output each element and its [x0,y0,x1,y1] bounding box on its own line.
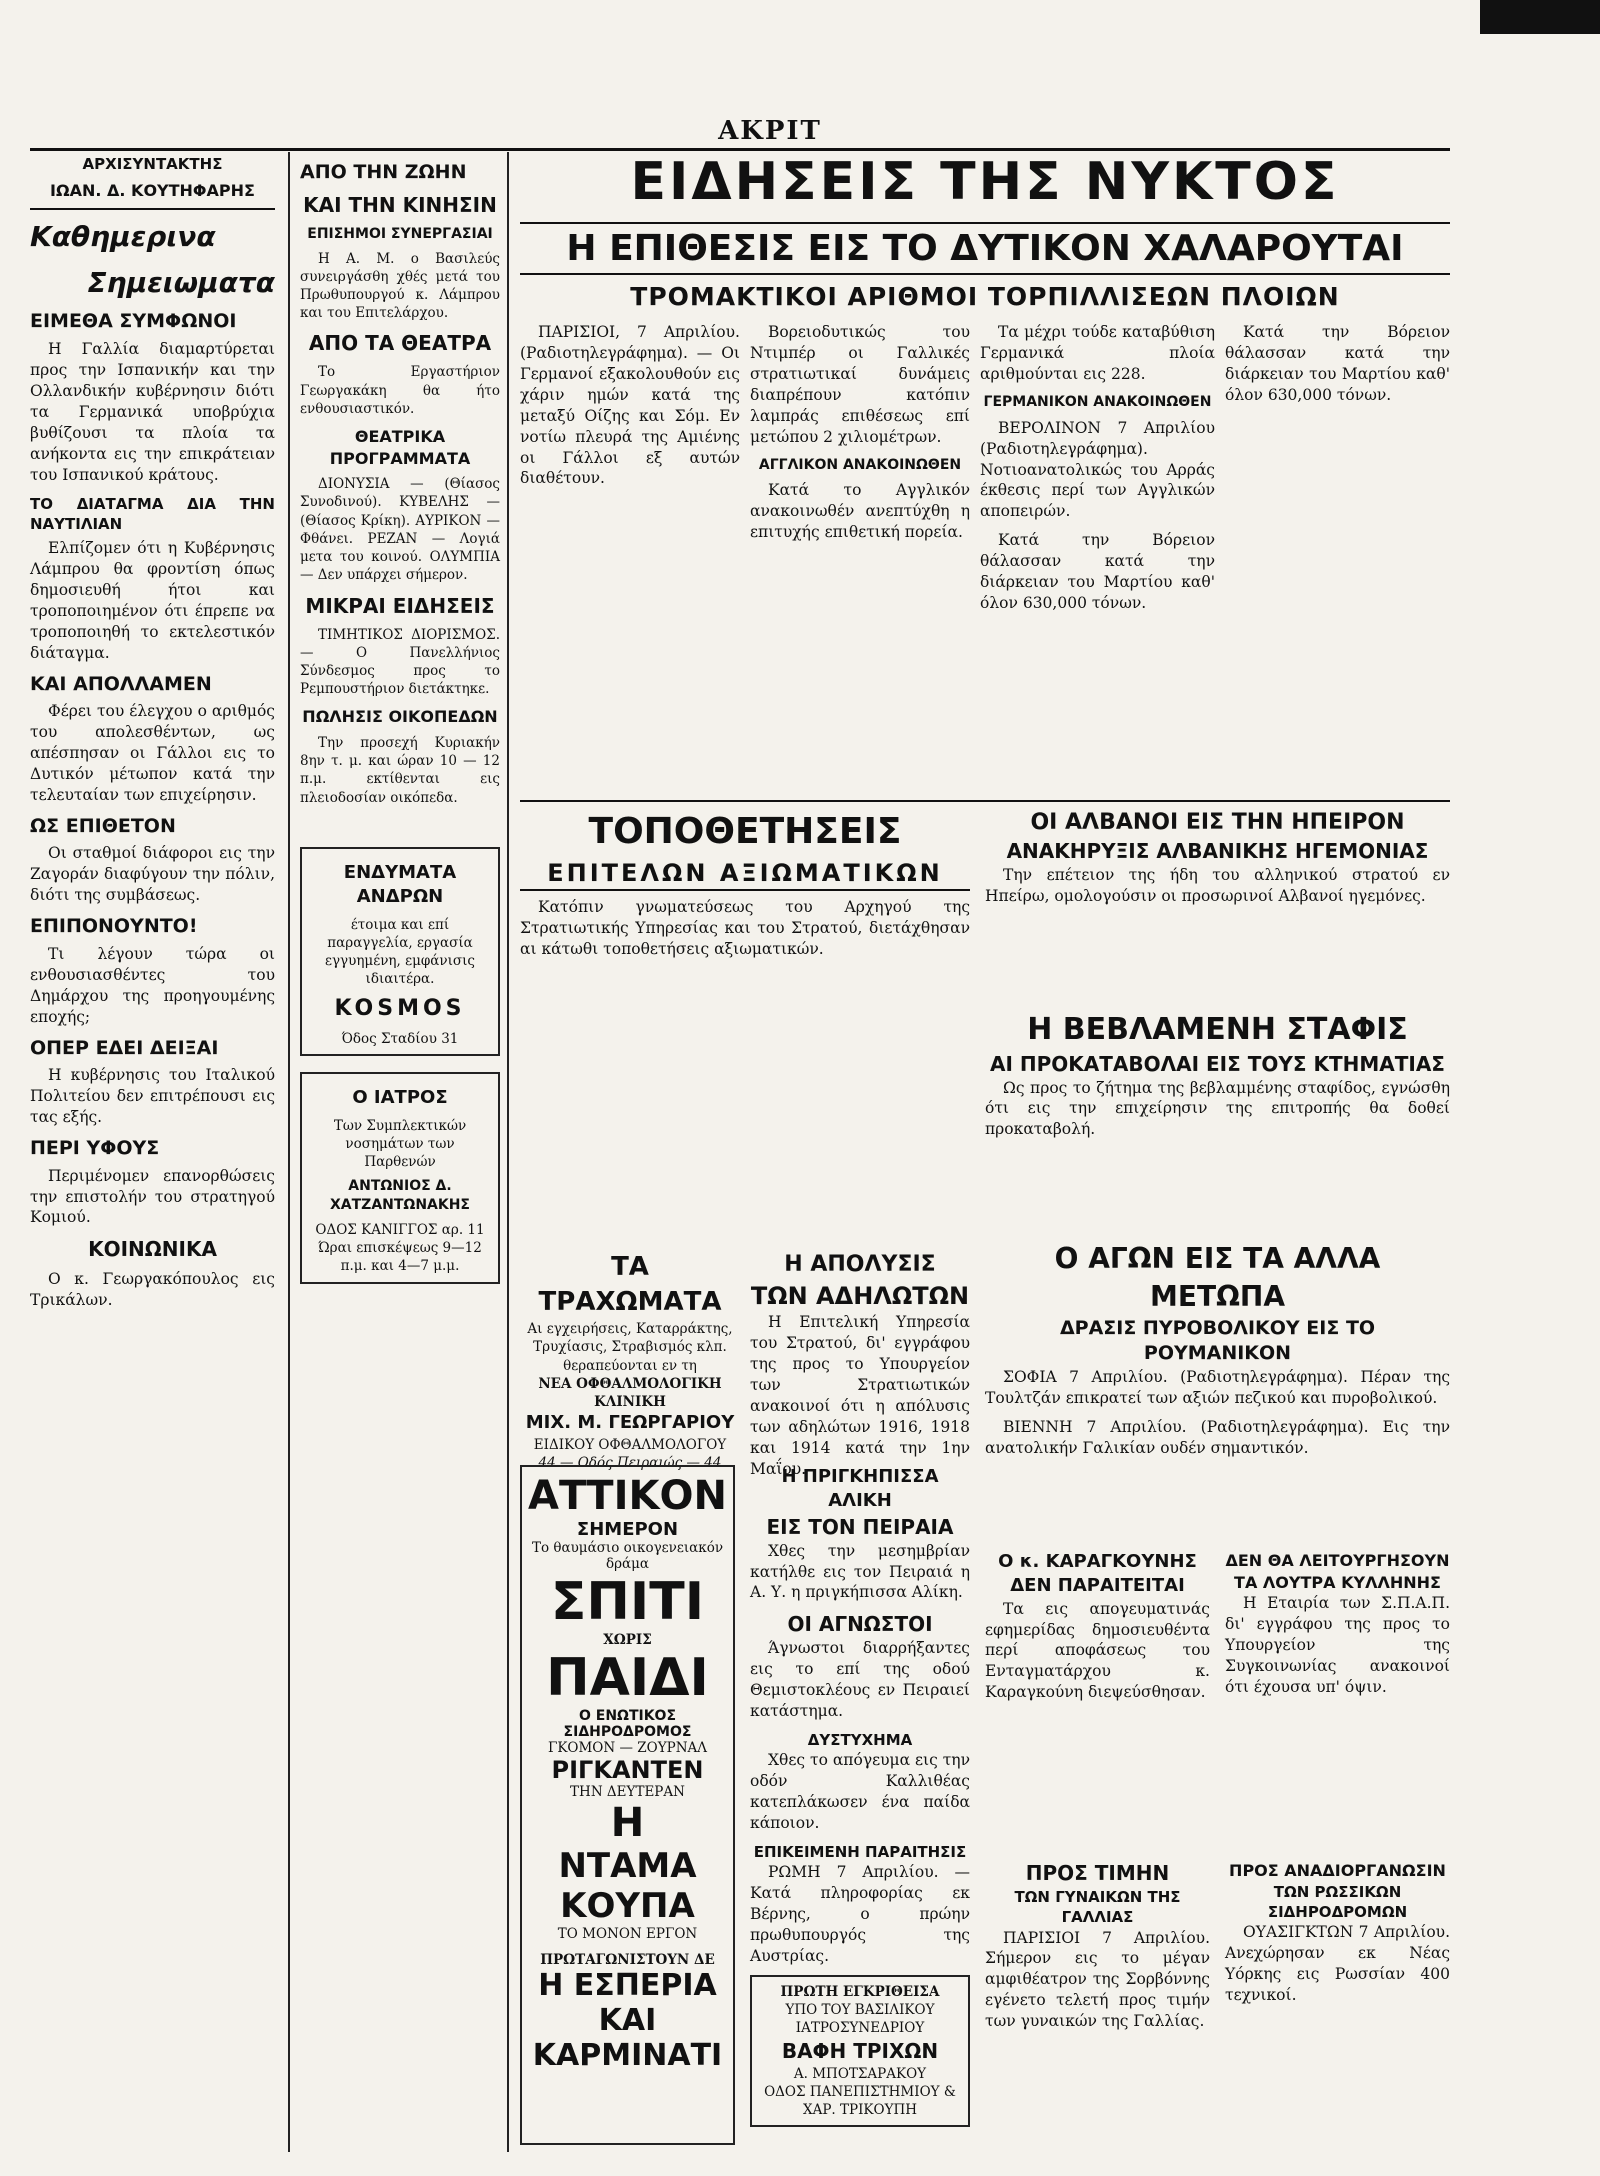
ad-attikon-choris: ΧΩΡΙΣ [603,1632,652,1648]
editor-name: ΙΩΑΝ. Δ. ΚΟΥΤΗΦΑΡΗΣ [50,181,255,201]
ad-trachoma-specialty: ΕΙΔΙΚΟΥ ΟΦΘΑΛΜΟΛΟΓΟΥ [533,1436,727,1453]
ad-attikon-ntama: ΝΤΑΜΑ ΚΟΥΠΑ [558,1846,697,1926]
ad-attikon-esperia: Η ΕΣΠΕΡΙΑ [538,1968,717,2003]
heading-honour: ΠΡΟΣ ΤΙΜΗΝ [1025,1861,1170,1885]
heading-decree: ΤΟ ΔΙΑΤΑΓΜΑ ΔΙΑ ΤΗΝ ΝΑΥΤΙΛΙΑΝ [30,494,275,533]
text-railways: ΟΥΑΣΙΓΚΤΩΝ 7 Απριλίου. Ανεχώρησαν εκ Νέας Υόρκης εις Ρωσσίαν 400 τεχνικοί. [1225,1923,1450,2004]
text-programs: ΔΙΟΝΥΣΙΑ — (Θίασος Συνοδινού). ΚΥΒΕΛΗΣ — (Θίασος Κρίκη). ΑΥΡΙΚΟΝ — Φθάνει. ΡΕΖΑΝ — Λογιά μετα του κοινού. ΟΛΥΜΠΙΑ — Δεν υπάρχει σήμερον. [300,476,500,584]
text-karagounis: Τα εις απογευματινάς εφημερίδας δημοσιευθέντα περί αποφάσεως του Ενταγματάρχου κ. Καραγκούνη διεψεύσθησαν. [985,1599,1210,1702]
heading-theatres: ΑΠΟ ΤΑ ΘΕΑΤΡΑ [308,331,492,356]
ad-attikon-karminati: ΚΑΙ ΚΑΡΜΙΝΑΤΙ [532,2003,723,2073]
ad-attikon-rigkanten: ΡΙΓΚΑΝΤΕΝ [551,1756,704,1784]
article-placements [520,808,970,1248]
mid-rule [520,800,1450,802]
text-accident: Χθες το απόγευμα εις την οδόν Καλλιθέας κατεπλάκωσεν ένα παίδα κάποιον. [750,1751,971,1833]
ad-attikon-starring: ΠΡΩΤΑΓΩΝΙΣΤΟΥΝ ΔΕ [540,1952,715,1968]
heading-programs: ΘΕΑΤΡΙΚΑ ΠΡΟΓΡΑΜΜΑΤΑ [329,427,471,468]
heading-agree: ΕΙΜΕΘΑ ΣΥΜΦΩΝΟΙ [30,310,237,333]
text-princess: Χθες την μεσημβρίαν κατήλθε εις τον Πειραιά η Α. Υ. η πριγκήπισσα Αλίκη. [750,1541,970,1602]
ad-hair-title: ΒΑΦΗ ΤΡΙΧΩΝ [781,2038,939,2063]
ad-attikon-spiti: ΣΠΙΤΙ [550,1572,705,1632]
heading-not-resign: ΔΕΝ ΠΑΡΑΙΤΕΙΤΑΙ [1010,1575,1185,1597]
article-women [985,1860,1210,2150]
column-editorial [30,152,275,2152]
text-albanians: Την επέτειον της ήδη του αλληνικού στρατού εν Ηπείρω, ομολογούσιν οι προσωρινοί Αλβανοί ηγεμόνες. [985,865,1450,905]
article-discharge [750,1250,970,1478]
column-life [300,152,500,2152]
ad-doctor-address: ΟΔΟΣ ΚΑΝΙΓΓΟΣ αρ. 11 [315,1222,485,1239]
heading-karagounis: Ο κ. ΚΑΡΑΓΚΟΥΝΗΣ [998,1551,1197,1572]
heading-german-report: ΓΕΡΜΑΝΙΚΟΝ ΑΝΑΚΟΙΝΩΘΕΝ [983,393,1212,410]
heading-yfos: ΠΕΡΙ ΥΦΟΥΣ [30,1136,160,1159]
heading-kyllini: ΤΑ ΛΟΥΤΡΑ ΚΥΛΛΗΝΗΣ [1234,1572,1441,1592]
heading-official: ΕΠΙΣΗΜΟΙ ΣΥΝΕΡΓΑΣΙΑΙ [307,225,493,242]
masthead-rule [30,148,1450,151]
text-vienna: ΒΙΕΝΝΗ 7 Απριλίου. (Ραδιοτηλεγράφημα). Εις την ανατολικήν Γαλικίαν ουδέν σημαντικόν. [985,1417,1450,1457]
ad-attikon-journal: ΓΚΟΜΟΝ — ΖΟΥΡΝΑΛ [547,1740,708,1756]
ad-attikon-only: ΤΟ ΜΟΝΟΝ ΕΡΓΟΝ [557,1926,698,1942]
ad-hair-brand: Α. ΜΠΟΤΣΑΡΑΚΟΥ [793,2065,927,2082]
text-resignation: ΡΩΜΗ 7 Απριλίου. — Κατά πληροφορίας εκ Βέρνης, ο πρώην πρωθυπουργός της Αυστρίας. [750,1863,970,1965]
text-epiponounto: Τι λέγουν τώρα οι ενθουσιασθέντες του Δημάρχου της προηγουμένης εποχής; [30,944,275,1026]
column-divider-2 [507,152,509,2152]
text-placements: Κατόπιν γνωματεύσεως του Αρχηγού της Στρατιωτικής Υπηρεσίας και του Στρατού, διετάχθησαν αι κάτωθι τοποθετήσεις αξιωματικών. [520,897,970,958]
article-ships [1225,322,1450,792]
ad-attikon [520,1465,735,2145]
text-decree: Ελπίζομεν ότι η Κυβέρνησις Λάμπρου θα φροντίση όπως δημοσιευθή ήτοι και τροποποιημένον ότι έπρεπε να τροποποιηθή το εκτελεστικόν διάταγμα. [30,539,275,662]
text-agree: Η Γαλλία διαμαρτύρεται προς την Ισπανικήν και την Ολλανδικήν κυβέρνησιν διότι τα Γερμανικά υποβρύχια βυθίζουσι τα πλοία τα ανήκοντα εις την επικράτειαν του Ισπανικού κράτους. [30,340,275,484]
headline-night-news: ΕΙΔΗΣΕΙΣ ΤΗΣ ΝΥΚΤΟΣ [630,152,1340,212]
article-albanians [985,808,1450,1008]
heading-reorganization: ΠΡΟΣ ΑΝΑΔΙΟΡΓΑΝΩΣΙΝ [1229,1861,1446,1880]
ad-trachoma-title: ΤΑ ΤΡΑΧΩΜΑΤΑ [538,1252,722,1318]
heading-epitheton: ΩΣ ΕΠΙΘΕΤΟΝ [30,814,176,837]
ad-doctor [300,1072,500,1283]
heading-undeclared: ΤΩΝ ΑΔΗΛΩΤΩΝ [750,1281,970,1310]
heading-oper: ΟΠΕΡ ΕΔΕΙ ΔΕΙΞΑΙ [30,1036,219,1059]
ad-kosmos: KOSMOS [334,996,466,1022]
ad-attikon-desc: Το θαυμάσιο οικογενειακόν δράμα [531,1540,724,1572]
ad-clothing-title: ΕΝΔΥΜΑΤΑ ΑΝΔΡΩΝ [343,861,457,908]
ad-attikon-title: ΑΤΤΙΚΟΝ [528,1473,727,1519]
ad-hair-approved: ΥΠΟ ΤΟΥ ΒΑΣΙΛΙΚΟΥ ΙΑΤΡΟΣΥΝΕΔΡΙΟΥ [785,2002,935,2037]
ad-hair-address: ΟΔΟΣ ΠΑΝΕΠΙΣΤΗΜΙΟΥ & ΧΑΡ. ΤΡΙΚΟΥΠΗ [764,2083,956,2118]
heading-raisins: Η ΒΕΒΛΑΜΕΝΗ ΣΤΑΦΙΣ [1027,1012,1408,1047]
column-divider-1 [288,152,290,2152]
article-dimper [750,322,970,792]
ad-hair-dye [750,1975,970,2127]
ad-trachoma-address: 44 — Οδός Πειραιώς — 44 [538,1454,722,1471]
heading-accident: ΔΥΣΤΥΧΗΜΑ [807,1731,913,1750]
text-social: Ο κ. Γεωργακόπουλος εις Τρικάλων. [30,1270,275,1310]
heading-resignation: ΕΠΙΚΕΙΜΕΝΗ ΠΑΡΑΙΤΗΣΙΣ [753,1842,967,1861]
article-railways [1225,1860,1450,2150]
article-raisins [985,1010,1450,1230]
heading-discharge: Η ΑΠΟΛΥΣΙΣ [784,1252,936,1277]
text-epitheton: Οι σταθμοί διάφοροι εις την Ζαγοράν διαφύγουν την πόλιν, διότι της συμβάσεως. [30,844,275,905]
masthead-title: ΑΚΡΙΤ [718,116,822,146]
ad-attikon-i: Η [610,1800,645,1846]
heading-albanians: ΟΙ ΑΛΒΑΝΟΙ ΕΙΣ ΤΗΝ ΗΠΕΙΡΟΝ [1030,810,1405,835]
text-paris: ΠΑΡΙΣΙΟΙ, 7 Απριλίου. (Ραδιοτηλεγράφημα). — Οι Γερμανοί εξακολουθούν εις χάριν ημών κατά της μεταξύ Οίζης και Σόμ. Εν νοτίω πλευρά της Αμιένης οι Γάλλοι εξ αυτών διαθέτουν. [520,323,740,488]
text-oper: Η κυβέρνησις του Ιταλικού Πολιτείου δεν επιτρέπουσι εις τας εξής. [30,1066,275,1127]
article-karagounis [985,1550,1210,1850]
top-black-bar [1480,0,1600,34]
text-dimper: Βορειοδυτικώς του Ντιμπέρ οι Γαλλικές στρατιωτικαί δυνάμεις διαπρέπουν κατόπιν λαμπράς επιθέσεως επί μετώπου 2 χιλιομέτρων. [750,323,970,446]
ad-attikon-paidi: ΠΑΙΔΙ [546,1648,709,1708]
heading-french-women: ΤΩΝ ΓΥΝΑΙΚΩΝ ΤΗΣ ΓΑΛΛΙΑΣ [1014,1888,1181,1927]
text-baths: Η Εταιρία των Σ.Π.Α.Π. δι' εγγράφου της προς το Υπουργείον της Συγκοινωνίας ανακοινοί ότι έχουσα υπ' όψιν. [1225,1594,1450,1696]
article-german [980,322,1215,792]
ad-doctor-name: ΑΝΤΩΝΙΟΣ Δ. ΧΑΤΖΑΝΤΩΝΑΚΗΣ [329,1178,470,1214]
heading-albanian-principality: ΑΝΑΚΗΡΥΞΙΣ ΑΛΒΑΝΙΚΗΣ ΗΓΕΜΟΝΙΑΣ [1006,838,1429,863]
ad-attikon-railway: Ο ΕΝΩΤΙΚΟΣ ΣΙΔΗΡΟΔΡΟΜΟΣ [563,1708,692,1740]
heading-unknowns: ΟΙ ΑΓΝΩΣΤΟΙ [787,1612,933,1637]
text-unknowns: Άγνωστοι διαρρήξαντες εις το επί της οδού Θεμιστοκλέους εν Πειραιεί κατάστημα. [750,1639,970,1721]
headline-torpedo: ΤΡΟΜΑΚΤΙΚΟΙ ΑΡΙΘΜΟΙ ΤΟΡΠΙΛΛΙΣΕΩΝ ΠΛΟΙΩΝ [630,282,1340,311]
heading-epiponounto: ΕΠΙΠΟΝΟΥΝΤΟ! [30,915,198,938]
text-official: Η Α. Μ. ο Βασιλεύς συνειργάσθη χθές μετά του Πρωθυπουργού κ. Λάμπρου και του Επιτελάρχου. [300,250,500,322]
text-german-report: ΒΕΡΟΛΙΝΟΝ 7 Απριλίου (Ραδιοτηλεγράφημα). Νοτιοανατολικώς του Αρράς έκθεσις περί των Αγγλικών αποπειρών. [980,418,1215,521]
heading-social: ΚΟΙΝΩΝΙΚΑ [88,1237,217,1262]
rubric-daily: Καθημερινα [30,219,216,253]
heading-english-report: ΑΓΓΛΙΚΟΝ ΑΝΑΚΟΙΝΩΘΕΝ [758,456,962,473]
heading-russian-railways: ΤΩΝ ΡΩΣΣΙΚΩΝ ΣΙΔΗΡΟΔΡΟΜΩΝ [1267,1882,1408,1921]
ad-attikon-today: ΣΗΜΕΡΟΝ [576,1519,679,1540]
heading-plots: ΠΩΛΗΣΙΣ ΟΙΚΟΠΕΔΩΝ [302,707,498,727]
heading-other-fronts: Ο ΑΓΩΝ ΕΙΣ ΤΑ ΑΛΛΑ ΜΕΤΩΠΑ [1054,1242,1381,1313]
ad-doctor-title: Ο ΙΑΤΡΟΣ [352,1087,448,1109]
ad-trachoma-clinic: ΝΕΑ ΟΦΘΑΛΜΟΛΟΓΙΚΗ ΚΛΙΝΙΚΗ [538,1375,722,1411]
heading-placements: ΤΟΠΟΘΕΤΗΣΕΙΣ [588,811,902,852]
column-misc [750,1465,970,2145]
text-small-news: ΤΙΜΗΤΙΚΟΣ ΔΙΟΡΙΣΜΟΣ. — Ο Πανελλήνιος Σύνδεσμος προς το Ρεμπουστήριον διετάκτηκε. [300,626,500,698]
text-yfos: Περιμένομεν επανορθώσεις την επιστολήν του στρατηγού Κομιού. [30,1166,275,1227]
ad-doctor-hours: Ώραι επισκέψεως 9—12 π.μ. και 4—7 μ.μ. [318,1240,482,1275]
ad-clothing [300,847,500,1056]
heading-staff-officers: ΕΠΙΤΕΛΩΝ ΑΞΙΩΜΑΤΙΚΩΝ [520,857,970,891]
article-paris [520,322,740,792]
text-north-sea: Κατά την Βόρειον θάλασσαν κατά την διάρκειαν του Μαρτίου καθ' όλον 630,000 τόνων. [980,531,1215,613]
article-baths [1225,1550,1450,1850]
text-sunk: Τα μέχρι τούδε καταβύθιση Γερμανικά πλοία αριθμούνται εις 228. [980,323,1215,383]
heading-small-news: ΜΙΚΡΑΙ ΕΙΔΗΣΕΙΣ [305,593,495,618]
ad-doctor-spec: Των Συμπλεκτικών νοσημάτων των Παρθενών [333,1117,467,1171]
heading-from-life: ΑΠΟ ΤΗΝ ΖΩΗΝ [300,161,467,183]
rubric-notes: Σημειωματα [87,265,275,299]
text-english-report: Κατά το Αγγλικόν ανακοινωθέν ανεπτύχθη η επιτυχής επιθετική πορεία. [750,481,970,542]
text-lost: Φέρει του έλεγχου ο αριθμός του απολεσθέντων, ως απέσπησαν οι Γάλλοι εις το Δυτικόν μέτωπον κατά την τελευταίαν των επιχείρησιν. [30,702,275,804]
ad-hair-first: ΠΡΩΤΗ ΕΓΚΡΙΘΕΙΣΑ [780,1983,940,2000]
text-plots: Την προσεχή Κυριακήν 8ην τ. μ. και ώραν 10 — 12 π.μ. εκτίθενται εις πλειοδοσίαν οικόπεδα. [300,735,500,806]
heading-artillery: ΔΡΑΣΙΣ ΠΥΡΟΒΟΛΙΚΟΥ ΕΙΣ ΤΟ ΡΟΥΜΑΝΙΚΟΝ [1059,1316,1376,1365]
headline-attack: Η ΕΠΙΘΕΣΙΣ ΕΙΣ ΤΟ ΔΥΤΙΚΟΝ ΧΑΛΑΡΟΥΤΑΙ [520,222,1450,275]
heading-baths-closed: ΔΕΝ ΘΑ ΛΕΙΤΟΥΡΓΗΣΟΥΝ [1225,1551,1450,1570]
heading-piraeus: ΕΙΣ ΤΟΝ ΠΕΙΡΑΙΑ [766,1514,954,1539]
text-discharge: Η Επιτελική Υπηρεσία του Στρατού, δι' εγγράφου της προς το Υπουργείον των Στρατιωτικών ανακοινοί ότι η απόλυσις των αδηλώτων 1916, 1918 και 1914 κατά την 1ην Μαΐου. [750,1313,970,1478]
ad-trachoma-text: Αι εγχειρήσεις, Καταρράκτης, Τρυχίασις, Στραβισμός κλπ. θεραπεύονται εν τη [527,1321,733,1374]
ad-kosmos-address: Όδος Σταδίου 31 [341,1031,459,1048]
text-ships: Κατά την Βόρειον θάλασσαν κατά την διάρκειαν του Μαρτίου καθ' όλον 630,000 τόνων. [1225,323,1450,404]
article-other-fronts [985,1240,1450,1540]
heading-lost: ΚΑΙ ΑΠΟΛΛΑΜΕΝ [30,672,212,695]
ad-trachoma-doctor: ΜΙΧ. Μ. ΓΕΩΡΓΑΡΙΟΥ [525,1412,735,1434]
ad-attikon-monday: ΤΗΝ ΔΕΥΤΕΡΑΝ [570,1784,685,1800]
editor-label: ΑΡΧΙΣΥΝΤΑΚΤΗΣ [82,155,223,173]
heading-advances: ΑΙ ΠΡΟΚΑΤΑΒΟΛΑΙ ΕΙΣ ΤΟΥΣ ΚΤΗΜΑΤΙΑΣ [990,1051,1445,1076]
ad-trachoma [520,1250,740,1471]
heading-movement: ΚΑΙ ΤΗΝ ΚΙΝΗΣΙΝ [303,192,497,217]
heading-princess: Η ΠΡΙΓΚΗΠΙΣΣΑ ΑΛΙΚΗ [781,1466,939,1512]
text-women: ΠΑΡΙΣΙΟΙ 7 Απριλίου. Σήμερον εις το μέγαν αμφιθέατρον της Σορβόννης εγένετο τελετή προς τιμήν των γυναικών της Γαλλίας. [985,1928,1210,2031]
text-raisins: Ως προς το ζήτημα της βεβλαμμένης σταφίδος, εγνώσθη ότι εις την επιχείρησιν της επιτροπής θα δοθεί προκαταβολή. [985,1078,1450,1139]
text-sofia: ΣΟΦΙΑ 7 Απριλίου. (Ραδιοτηλεγράφημα). Πέραν της Τουλτζάν επικρατεί των αξιών πεζικού και πυροβολικού. [985,1367,1450,1407]
text-theatres: Το Εργαστήριον Γεωργακάκη θα ήτο ενθουσιαστικόν. [300,364,500,417]
ad-clothing-text: έτοιμα και επί παραγγελία, εργασία εγγυημένη, εμφάνισις ιδιαιτέρα. [325,916,475,988]
